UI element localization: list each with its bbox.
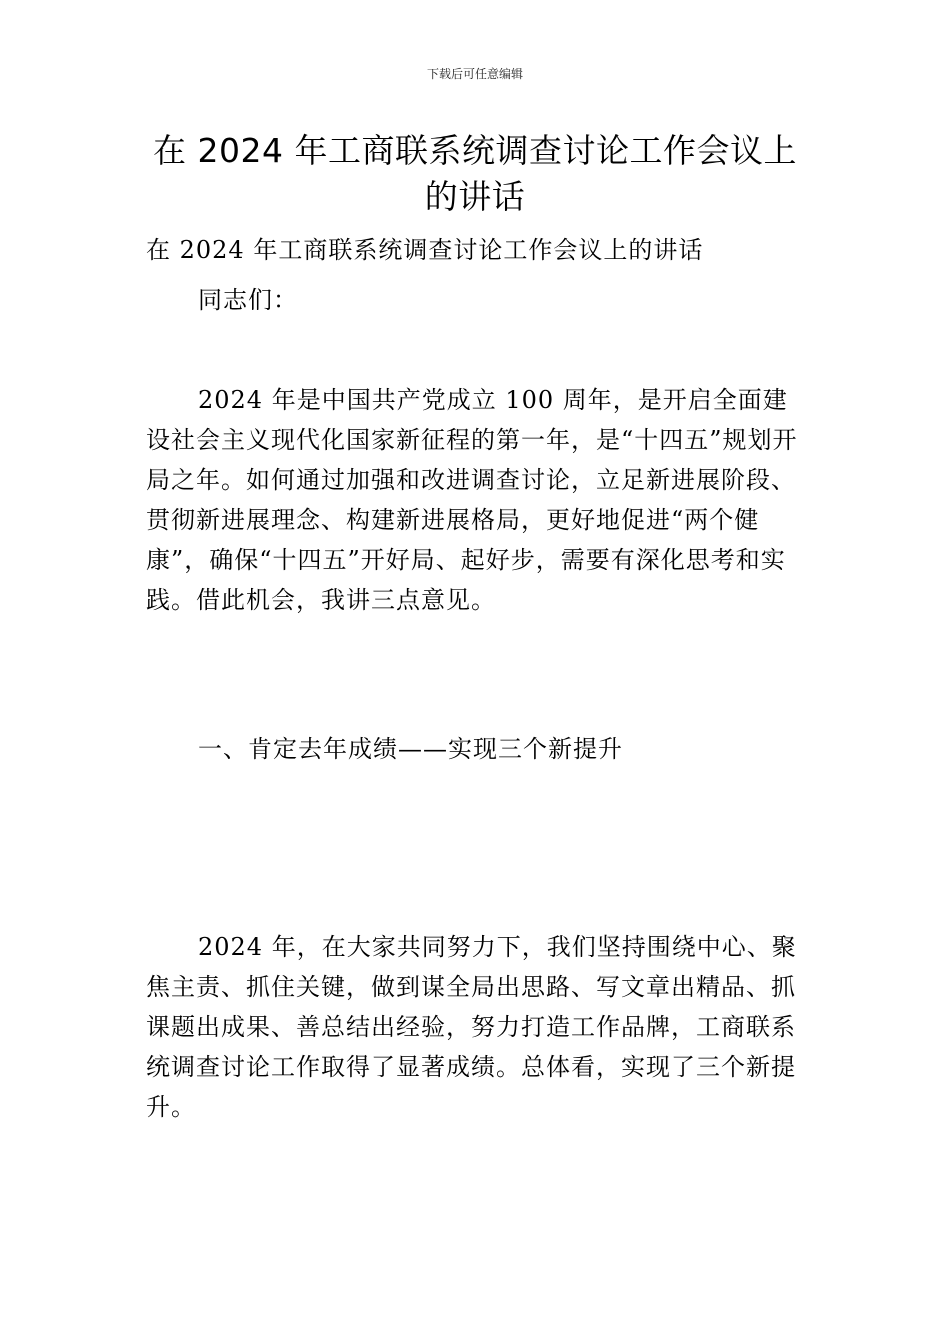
section-heading-1: 一、肯定去年成绩——实现三个新提升 [198,735,623,763]
document-title: 在 2024 年工商联系统调查讨论工作会议上的讲话 [153,131,797,216]
body-paragraph-1: 2024 年是中国共产党成立 100 周年，是开启全面建设社会主义现代化国家新征程的第一年，是“十四五”规划开局之年。如何通过加强和改进调查讨论，立足新进展阶段、贯彻新进展理念、构建新进展格局，更好地促进“两个健康”，确保“十四五”开好局、起好步，需要有深化思考和实践。借此机会，我讲三点意见。 [146,386,798,614]
document-subtitle: 在 2024 年工商联系统调查讨论工作会议上的讲话 [146,236,704,264]
greeting: 同志们： [198,286,298,314]
body-paragraph-2: 2024 年，在大家共同努力下，我们坚持围绕中心、聚焦主责、抓住关键，做到谋全局出思路、写文章出精品、抓课题出成果、善总结出经验，努力打造工作品牌，工商联系统调查讨论工作取得了显著成绩。总体看，实现了三个新提升。 [146,933,797,1121]
header-note: 下载后可任意编辑 [426,67,523,81]
